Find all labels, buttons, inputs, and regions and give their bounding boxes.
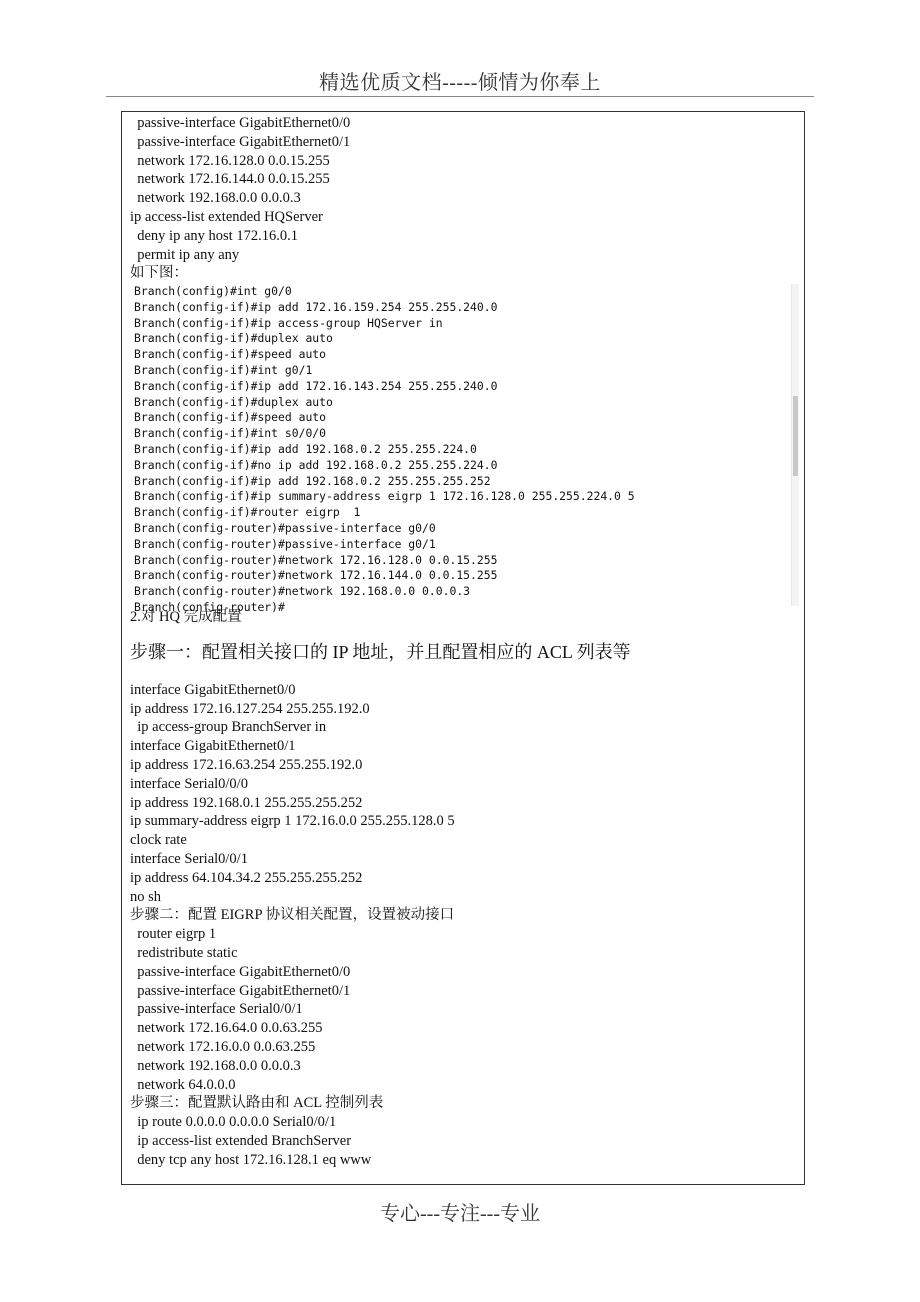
config-line: 步骤二：配置 EIGRP 协议相关配置，设置被动接口 bbox=[130, 907, 455, 924]
config-line: passive-interface Serial0/0/1 bbox=[130, 1001, 303, 1018]
section-title: 2.对 HQ 完成配置 bbox=[130, 609, 242, 625]
terminal-line: Branch(config-router)#network 192.168.0.0 0.0.0.3 bbox=[134, 584, 471, 599]
page-footer: 专心---专注---专业 bbox=[380, 1203, 540, 1225]
config-line: no sh bbox=[130, 888, 162, 905]
config-line: ip access-list extended BranchServer bbox=[130, 1132, 352, 1149]
config-line: network 172.16.144.0 0.0.15.255 bbox=[130, 171, 330, 188]
config-line: ip access-list extended HQServer bbox=[130, 208, 323, 225]
step1-heading: 步骤一：配置相关接口的 IP 地址，并且配置相应的 ACL 列表等 bbox=[130, 641, 631, 662]
terminal-line: Branch(config-router)#network 172.16.128.0 0.0.15.255 bbox=[134, 552, 498, 567]
config-line: ip address 192.168.0.1 255.255.255.252 bbox=[130, 794, 363, 811]
config-line: 步骤三：配置默认路由和 ACL 控制列表 bbox=[130, 1095, 384, 1112]
terminal-line: Branch(config-if)#int s0/0/0 bbox=[134, 426, 327, 441]
config-line: interface Serial0/0/0 bbox=[130, 775, 248, 792]
config-line: interface Serial0/0/1 bbox=[130, 850, 248, 867]
terminal-line: Branch(config-router)# bbox=[134, 599, 285, 614]
config-line: ip address 172.16.127.254 255.255.192.0 bbox=[130, 700, 370, 717]
config-line: network 172.16.0.0 0.0.63.255 bbox=[130, 1038, 316, 1055]
config-line: clock rate bbox=[130, 832, 187, 849]
page-header: 精选优质文档-----倾情为你奉上 bbox=[319, 72, 601, 94]
config-line: passive-interface GigabitEthernet0/1 bbox=[130, 133, 351, 150]
content-box bbox=[121, 111, 805, 1185]
terminal-line: Branch(config-if)#ip access-group HQServer in bbox=[134, 315, 443, 330]
terminal-line: Branch(config-router)#passive-interface g0/0 bbox=[134, 520, 436, 535]
config-line: deny ip any host 172.16.0.1 bbox=[130, 227, 298, 244]
config-line: passive-interface GigabitEthernet0/0 bbox=[130, 115, 351, 131]
config-line: network 172.16.128.0 0.0.15.255 bbox=[130, 152, 330, 169]
config-line: network 192.168.0.0 0.0.0.3 bbox=[130, 1057, 301, 1074]
terminal-line: Branch(config-if)#no ip add 192.168.0.2 255.255.224.0 bbox=[134, 457, 498, 472]
terminal-line: Branch(config-router)#network 172.16.144.0 0.0.15.255 bbox=[134, 568, 498, 583]
terminal-line: Branch(config-router)#passive-interface g0/1 bbox=[134, 536, 436, 551]
terminal-line: Branch(config-if)#duplex auto bbox=[134, 331, 333, 346]
config-text-block bbox=[130, 114, 350, 283]
config-line: router eigrp 1 bbox=[130, 926, 217, 943]
config-line: passive-interface GigabitEthernet0/1 bbox=[130, 982, 351, 999]
terminal-line: Branch(config-if)#router eigrp 1 bbox=[134, 505, 361, 520]
config-line: ip route 0.0.0.0 0.0.0.0 Serial0/0/1 bbox=[130, 1114, 337, 1131]
config-line: interface GigabitEthernet0/1 bbox=[130, 738, 296, 755]
terminal-line: Branch(config-if)#speed auto bbox=[134, 347, 327, 362]
terminal-output bbox=[131, 284, 799, 616]
config-line: interface GigabitEthernet0/0 bbox=[130, 681, 296, 698]
config-line: network 192.168.0.0 0.0.0.3 bbox=[130, 190, 301, 207]
config-line: ip address 64.104.34.2 255.255.255.252 bbox=[130, 869, 363, 886]
config-line: ip summary-address eigrp 1 172.16.0.0 255.255.128.0 5 bbox=[130, 813, 455, 830]
hq-config-section bbox=[130, 608, 631, 1170]
config-line: network 172.16.64.0 0.0.63.255 bbox=[130, 1020, 323, 1037]
config-line: permit ip any any bbox=[130, 246, 240, 263]
terminal-line: Branch(config-if)#ip add 172.16.143.254 255.255.240.0 bbox=[134, 378, 498, 393]
terminal-line: Branch(config-if)#ip add 192.168.0.2 255.255.255.252 bbox=[134, 473, 491, 488]
config-line: passive-interface GigabitEthernet0/0 bbox=[130, 963, 351, 980]
hq-config-lines bbox=[130, 681, 631, 1170]
config-line: redistribute static bbox=[130, 944, 238, 961]
terminal-line: Branch(config-if)#ip add 192.168.0.2 255.255.224.0 bbox=[134, 441, 477, 456]
config-line: ip address 172.16.63.254 255.255.192.0 bbox=[130, 756, 363, 773]
terminal-line: Branch(config-if)#int g0/1 bbox=[134, 362, 313, 377]
terminal-line: Branch(config-if)#speed auto bbox=[134, 410, 327, 425]
scrollbar-thumb[interactable] bbox=[793, 396, 798, 476]
terminal-line: Branch(config)#int g0/0 bbox=[134, 284, 292, 298]
header-divider bbox=[106, 96, 814, 97]
config-line: ip access-group BranchServer in bbox=[130, 719, 327, 736]
terminal-scrollbar[interactable] bbox=[791, 284, 799, 606]
terminal-line: Branch(config-if)#ip summary-address eigrp 1 172.16.128.0 255.255.224.0 5 bbox=[134, 489, 635, 504]
terminal-line: Branch(config-if)#duplex auto bbox=[134, 394, 333, 409]
config-line: deny tcp any host 172.16.128.1 eq www bbox=[130, 1151, 372, 1168]
config-line: network 64.0.0.0 bbox=[130, 1076, 236, 1093]
terminal-line: Branch(config-if)#ip add 172.16.159.254 255.255.240.0 bbox=[134, 299, 498, 314]
config-line: 如下图： bbox=[130, 265, 188, 282]
terminal-screenshot bbox=[131, 284, 799, 614]
